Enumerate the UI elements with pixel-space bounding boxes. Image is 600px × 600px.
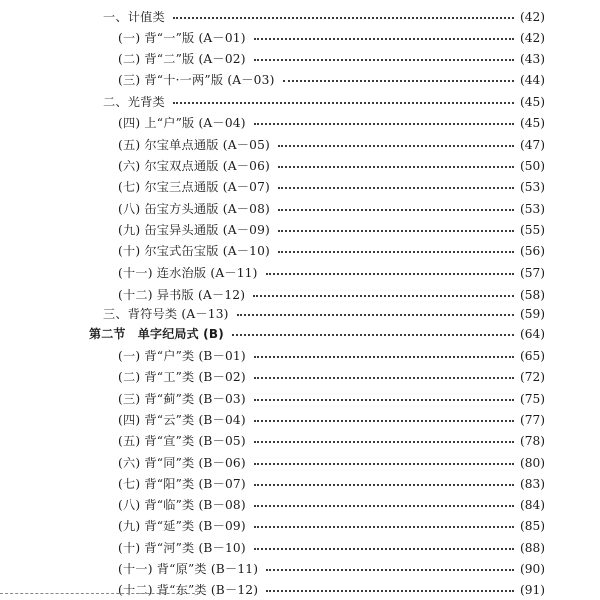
dot-leader xyxy=(254,399,514,401)
toc-section-title: 第二节 单字纪局式 (B) xyxy=(89,327,224,341)
toc-entry-title: (十) 尔宝式缶宝版 (A－10) xyxy=(118,244,270,258)
toc-entry-title: (二) 背“二”版 (A－02) xyxy=(118,52,246,66)
toc-entry[interactable] xyxy=(0,49,600,69)
toc-entry[interactable] xyxy=(0,516,600,536)
dot-leader xyxy=(173,17,514,19)
toc-entry-title: (五) 背“宣”类 (B－05) xyxy=(118,434,246,448)
toc-entry[interactable] xyxy=(0,92,600,112)
dot-leader xyxy=(254,441,514,443)
toc-entry-title: (十二) 异书版 (A－12) xyxy=(118,288,246,302)
dot-leader xyxy=(278,166,514,168)
toc-entry-title: (二) 背“工”类 (B－02) xyxy=(118,370,246,384)
toc-page-number: (43) xyxy=(519,52,545,66)
toc-entry-title: (六) 尔宝双点通版 (A－06) xyxy=(118,159,270,173)
toc-entry-title: (十一) 连水治版 (A－11) xyxy=(118,266,258,280)
toc-entry-title: (四) 背“云”类 (B－04) xyxy=(118,413,246,427)
toc-entry[interactable] xyxy=(0,285,600,305)
toc-entry[interactable] xyxy=(0,135,600,155)
toc-page-number: (42) xyxy=(519,31,545,45)
toc-page-number: (65) xyxy=(519,349,545,363)
toc-entry[interactable] xyxy=(0,28,600,48)
toc-page-number: (72) xyxy=(519,370,545,384)
toc-entry-title: (六) 背“同”类 (B－06) xyxy=(118,456,246,470)
toc-page-number: (53) xyxy=(519,180,545,194)
toc-page-number: (56) xyxy=(519,244,545,258)
toc-page-number: (55) xyxy=(519,223,545,237)
toc-page-number: (59) xyxy=(519,307,545,321)
dot-leader xyxy=(254,356,514,358)
toc-entry[interactable] xyxy=(0,389,600,409)
toc-page-number: (80) xyxy=(519,456,545,470)
dot-leader xyxy=(278,209,514,211)
toc-entry-title: (八) 背“临”类 (B－08) xyxy=(118,498,246,512)
toc-page-number: (91) xyxy=(519,583,545,597)
dot-leader xyxy=(237,314,514,316)
dot-leader xyxy=(254,505,514,507)
dot-leader xyxy=(278,251,514,253)
toc-entry[interactable] xyxy=(0,156,600,176)
scan-edge-divider xyxy=(0,593,200,600)
toc-entry-title: (四) 上“户”版 (A－04) xyxy=(118,116,246,130)
toc-entry[interactable] xyxy=(0,431,600,451)
toc-entry[interactable] xyxy=(0,324,600,344)
toc-page-number: (57) xyxy=(519,266,545,280)
dot-leader xyxy=(254,377,514,379)
toc-page-number: (53) xyxy=(519,202,545,216)
toc-entry-title: (十) 背“河”类 (B－10) xyxy=(118,541,246,555)
toc-entry-title: (十二) 背“东”类 (B－12) xyxy=(118,583,259,597)
toc-entry-title: (十一) 背“原”类 (B－11) xyxy=(118,562,259,576)
toc-entry[interactable] xyxy=(0,304,600,324)
dot-leader xyxy=(173,102,514,104)
toc-entry[interactable] xyxy=(0,367,600,387)
toc-entry-title: (一) 背“一”版 (A－01) xyxy=(118,31,246,45)
dot-leader xyxy=(278,145,514,147)
dot-leader xyxy=(254,59,514,61)
dot-leader xyxy=(254,463,514,465)
toc-entry-title: 二、光背类 xyxy=(103,95,165,109)
toc-entry-title: (三) 背“蓟”类 (B－03) xyxy=(118,392,246,406)
dot-leader xyxy=(278,230,514,232)
toc-entry[interactable] xyxy=(0,559,600,579)
toc-page-number: (78) xyxy=(519,434,545,448)
toc-page-number: (88) xyxy=(519,541,545,555)
toc-page-number: (47) xyxy=(519,138,545,152)
dot-leader xyxy=(283,80,514,82)
dot-leader xyxy=(254,526,514,528)
dot-leader xyxy=(278,187,514,189)
dot-leader xyxy=(266,273,514,275)
toc-page-number: (77) xyxy=(519,413,545,427)
toc-page-number: (75) xyxy=(519,392,545,406)
dot-leader xyxy=(254,484,514,486)
dot-leader xyxy=(254,38,514,40)
toc-page-number: (45) xyxy=(519,95,545,109)
toc-entry[interactable] xyxy=(0,453,600,473)
toc-page-number: (90) xyxy=(519,562,545,576)
toc-entry[interactable] xyxy=(0,538,600,558)
toc-entry[interactable] xyxy=(0,263,600,283)
toc-entry-title: (七) 背“阳”类 (B－07) xyxy=(118,477,246,491)
toc-entry-title: (九) 背“延”类 (B－09) xyxy=(118,519,246,533)
toc-entry-title: 一、计值类 xyxy=(103,10,165,24)
dot-leader xyxy=(266,569,514,571)
toc-entry[interactable] xyxy=(0,495,600,515)
toc-entry[interactable] xyxy=(0,199,600,219)
toc-entry[interactable] xyxy=(0,7,600,27)
toc-page-number: (42) xyxy=(519,10,545,24)
toc-page-number: (50) xyxy=(519,159,545,173)
toc-page-number: (44) xyxy=(519,73,545,87)
toc-entry[interactable] xyxy=(0,177,600,197)
toc-entry[interactable] xyxy=(0,241,600,261)
toc-entry[interactable] xyxy=(0,474,600,494)
toc-entry-title: (八) 缶宝方头通版 (A－08) xyxy=(118,202,270,216)
toc-entry[interactable] xyxy=(0,346,600,366)
toc-page-number: (84) xyxy=(519,498,545,512)
toc-entry-title: (五) 尔宝单点通版 (A－05) xyxy=(118,138,270,152)
toc-page-number: (64) xyxy=(519,327,545,341)
dot-leader xyxy=(254,123,514,125)
toc-entry[interactable] xyxy=(0,220,600,240)
toc-entry-title: (一) 背“户”类 (B－01) xyxy=(118,349,246,363)
toc-entry-title: (九) 缶宝异头通版 (A－09) xyxy=(118,223,270,237)
toc-entry-title: (七) 尔宝三点通版 (A－07) xyxy=(118,180,270,194)
dot-leader xyxy=(266,590,514,592)
toc-entry-title: 三、背符号类 (A－13) xyxy=(103,307,229,321)
toc-page-number: (58) xyxy=(519,288,545,302)
toc-entry[interactable] xyxy=(0,70,600,90)
toc-page-number: (45) xyxy=(519,116,545,130)
toc-page-number: (85) xyxy=(519,519,545,533)
dot-leader xyxy=(253,295,514,297)
toc-entry[interactable] xyxy=(0,410,600,430)
dot-leader xyxy=(232,334,514,336)
dot-leader xyxy=(254,548,514,550)
toc-entry-title: (三) 背“十·一两”版 (A－03) xyxy=(118,73,275,87)
dot-leader xyxy=(254,420,514,422)
toc-entry[interactable] xyxy=(0,113,600,133)
toc-page-number: (83) xyxy=(519,477,545,491)
